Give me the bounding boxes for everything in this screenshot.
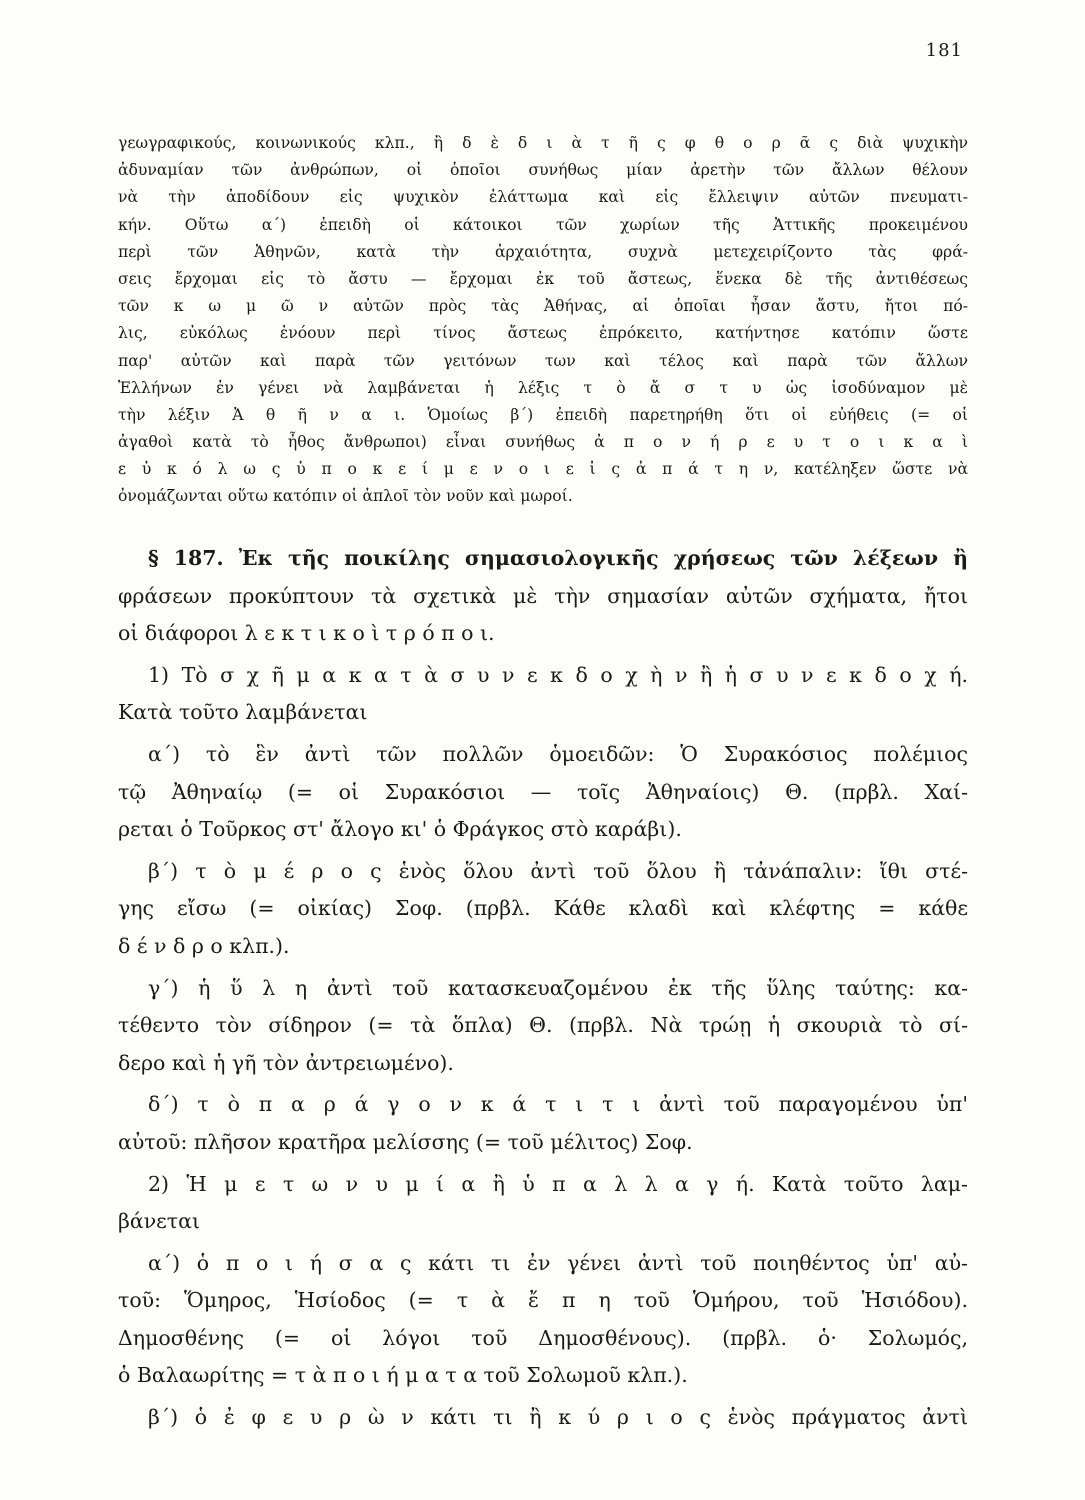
text-line: Δημοσθένης (= οἱ λόγοι τοῦ Δημοσθένους). (πρβλ. ὁ· Σολωμός, [118, 1325, 968, 1350]
text-line: οἱ διάφοροι λ ε κ τ ι κ ο ὶ τ ρ ό π ο ι. [118, 621, 495, 646]
text-line: τέθεντο τὸν σίδηρον (= τὰ ὅπλα) Θ. (πρβλ. Νὰ τρώῃ ἡ σκουριὰ τὸ σί- [118, 1013, 968, 1038]
text-line: τοῦ: Ὅμηρος, Ἡσίοδος (= τ ὰ ἔ π η τοῦ Ὁμήρου, τοῦ Ἡσιόδου). [118, 1288, 968, 1313]
text-line: τῷ Ἀθηναίῳ (= οἱ Συρακόσιοι — τοῖς Ἀθηναίοις) Θ. (πρβλ. Χαί- [118, 779, 968, 804]
text-line: β΄) ὁ ἐ φ ε υ ρ ὼ ν κάτι τι ἢ κ ύ ρ ι ο ς ἑνὸς πράγματος ἀντὶ [148, 1405, 968, 1430]
text-line: ε ὐ κ ό λ ω ς ὑ π ο κ ε ί μ ε ν ο ι ε ἰ ς ἀ π ά τ η ν, κατέληξεν ὥστε νὰ [118, 460, 968, 479]
text-line: δ έ ν δ ρ ο κλπ.). [118, 933, 290, 958]
text-line: ρεται ὁ Τοῦρκος στ' ἄλογο κι' ὁ Φράγκος στὸ καράβι). [118, 817, 682, 842]
text-line: τῶν κ ω μ ῶ ν αὐτῶν πρὸς τὰς Ἀθήνας, αἱ ὁποῖαι ἦσαν ἄστυ, ἤτοι πό- [118, 297, 968, 316]
section-heading-line: § 187. Ἐκ τῆς ποικίλης σημασιολογικῆς χρήσεως τῶν λέξεων ἢ [148, 546, 968, 570]
text-line: φράσεων προκύπτουν τὰ σχετικὰ μὲ τὴν σημασίαν αὐτῶν σχήματα, ἤτοι [118, 583, 968, 608]
text-line: νὰ τὴν ἀποδίδουν εἰς ψυχικὸν ἐλάττωμα καὶ εἰς ἔλλειψιν αὐτῶν πνευματι- [118, 188, 968, 207]
section-187 [118, 540, 968, 1437]
text-line: λις, εὐκόλως ἐνόουν περὶ τίνος ἄστεως ἐπρόκειτο, κατήντησε κατόπιν ὥστε [118, 324, 968, 343]
text-line: α΄) τὸ ἓν ἀντὶ τῶν πολλῶν ὁμοειδῶν: Ὁ Συρακόσιος πολέμιος [148, 741, 968, 766]
page-number: 181 [925, 40, 963, 61]
text-line: κήν. Οὕτω α΄) ἐπειδὴ οἱ κάτοικοι τῶν χωρίων τῆς Ἀττικῆς προκειμένου [118, 215, 968, 234]
text-line: βάνεται [118, 1209, 200, 1234]
text-line: σεις ἔρχομαι εἰς τὸ ἄστυ — ἔρχομαι ἐκ τοῦ ἄστεως, ἕνεκα δὲ τῆς ἀντιθέσεως [118, 269, 968, 288]
text-line: αὐτοῦ: πλῆσον κρατῆρα μελίσσης (= τοῦ μέλιτος) Σοφ. [118, 1129, 693, 1154]
text-line: γεωγραφικούς, κοινωνικούς κλπ., ἢ δ ὲ δ ι ὰ τ ῆ ς φ θ ο ρ ᾶ ς διὰ ψυχικὴν [118, 134, 968, 152]
text-line: ἀδυναμίαν τῶν ἀνθρώπων, οἱ ὁποῖοι συνήθως μίαν ἀρετὴν τῶν ἄλλων θέλουν [118, 161, 968, 180]
text-line: δερο καὶ ἡ γῆ τὸν ἀντρειωμένο). [118, 1050, 454, 1075]
text-line: ἀγαθοὶ κατὰ τὸ ἦθος ἄνθρωποι) εἶναι συνήθως ἀ π ο ν ή ρ ε υ τ ο ι κ α ὶ [118, 433, 968, 452]
subsection-heading-line: 1) Τὸ σ χ ῆ μ α κ α τ ὰ σ υ ν ε κ δ ο χ ὴ ν ἢ ἡ σ υ ν ε κ δ ο χ ή. [148, 662, 968, 687]
text-line: Κατὰ τοῦτο λαμβάνεται [118, 700, 368, 725]
subsection-heading-line: 2) Ἡ μ ε τ ω ν υ μ ί α ἢ ὑ π α λ λ α γ ή. Κατὰ τοῦτο λαμ- [148, 1171, 968, 1196]
text-line: ὁ Βαλαωρίτης = τ ὰ π ο ι ή μ α τ α τοῦ Σολωμοῦ κλπ.). [118, 1363, 688, 1388]
text-line: τὴν λέξιν Ἀ θ ῆ ν α ι. Ὁμοίως β΄) ἐπειδὴ παρετηρήθη ὅτι οἱ εὐήθεις (= οἱ [118, 405, 968, 424]
text-line: γ΄) ἡ ὕ λ η ἀντὶ τοῦ κατασκευαζομένου ἐκ τῆς ὕλης ταύτης: κα- [148, 975, 968, 1000]
text-line: ὀνομάζωνται οὕτω κατόπιν οἱ ἁπλοῖ τὸν νοῦν καὶ μωροί. [118, 487, 573, 506]
small-print-paragraph [118, 130, 968, 511]
text-line: περὶ τῶν Ἀθηνῶν, κατὰ τὴν ἀρχαιότητα, συχνὰ μετεχειρίζοντο τὰς φρά- [118, 242, 968, 261]
text-line: δ΄) τ ὸ π α ρ ά γ ο ν κ ά τ ι τ ι ἀντὶ τοῦ παραγομένου ὑπ' [148, 1092, 968, 1117]
text-line: β΄) τ ὸ μ έ ρ ο ς ἑνὸς ὅλου ἀντὶ τοῦ ὅλου ἢ τἀνάπαλιν: ἴθι στέ- [148, 858, 968, 883]
text-line: Ἑλλήνων ἐν γένει νὰ λαμβάνεται ἡ λέξις τ ὸ ἄ σ τ υ ὡς ἰσοδύναμον μὲ [118, 378, 968, 397]
text-line: γης εἴσω (= οἰκίας) Σοφ. (πρβλ. Κάθε κλαδὶ καὶ κλέφτης = κάθε [118, 896, 968, 921]
text-line: α΄) ὁ π ο ι ή σ α ς κάτι τι ἐν γένει ἀντὶ τοῦ ποιηθέντος ὑπ' αὐ- [148, 1250, 968, 1275]
text-line: παρ' αὐτῶν καὶ παρὰ τῶν γειτόνων των καὶ τέλος καὶ παρὰ τῶν ἄλλων [118, 351, 968, 370]
